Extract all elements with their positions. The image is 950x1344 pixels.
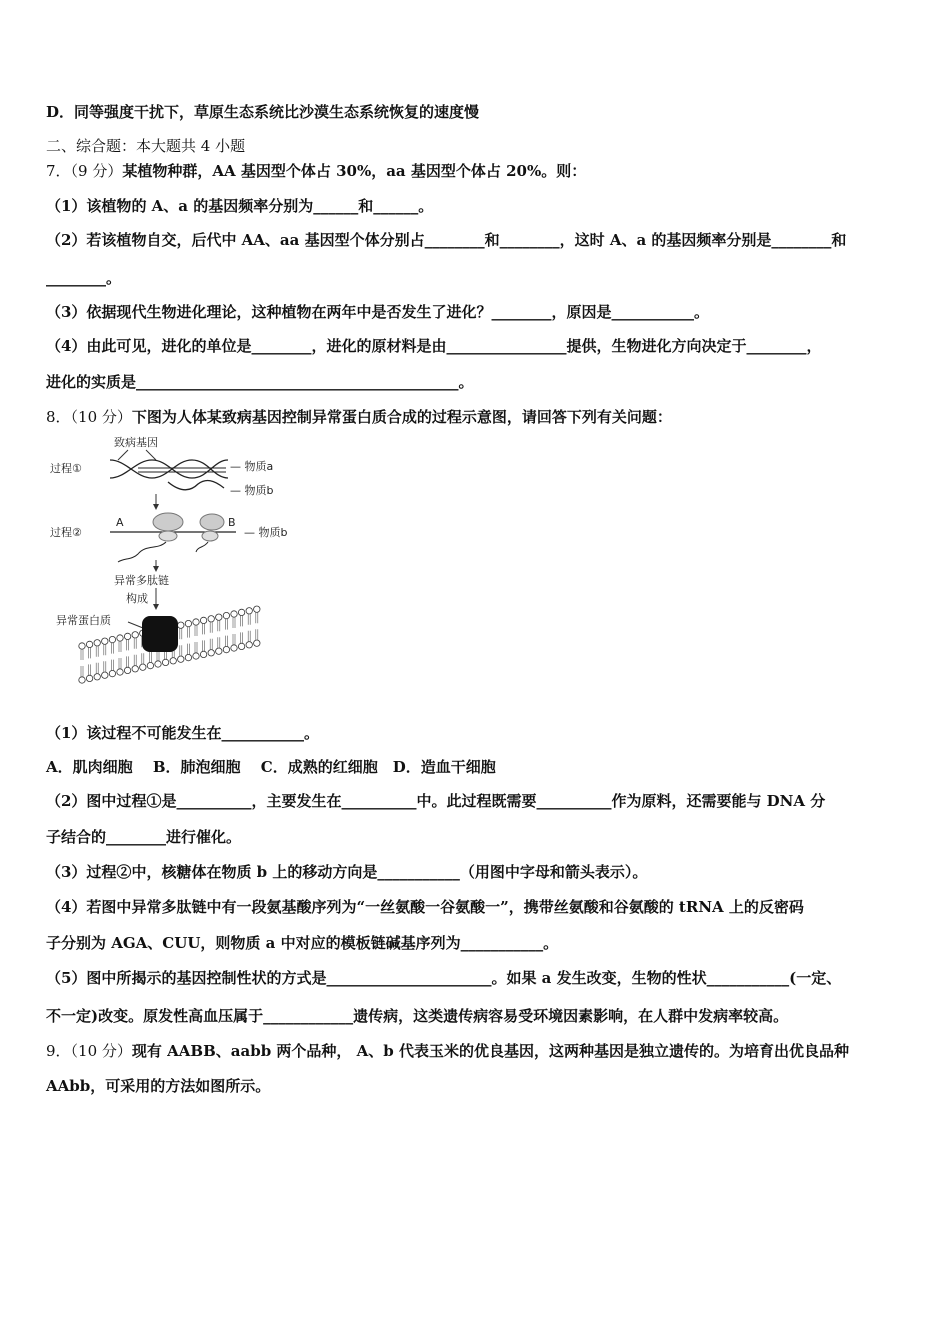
lipid-head [132, 666, 138, 672]
lipid-tail [225, 636, 227, 647]
lipid-head [170, 658, 176, 664]
ribosome-large-2 [200, 514, 224, 530]
q8-part1-options: A．肌肉细胞 B．肺泡细胞 C．成熟的红细胞 D．造血干细胞 [46, 758, 496, 776]
lipid-head [132, 632, 138, 638]
lipid-tail [142, 653, 144, 664]
lipid-head [238, 643, 244, 649]
lipid-tail [210, 639, 212, 650]
q8-part5: （5）图中所揭示的基因控制性状的方式是______________________。如果 a 发生改变，生物的性状___________(一定、 [46, 969, 842, 987]
q8-stem [46, 407, 672, 427]
lipid-tail [81, 666, 83, 677]
lipid-head [223, 612, 229, 618]
q7-stem-text: 某植物种群，AA 基因型个体占 30%，aa 基因型个体占 20%。则： [122, 162, 587, 180]
lipid-head [124, 633, 130, 639]
lipid-tail [119, 658, 121, 669]
q8-part3: （3）过程②中，核糖体在物质 b 上的移动方向是___________（用图中字母和箭头表示）。 [46, 863, 648, 881]
lipid-head [238, 609, 244, 615]
lipid-head [193, 619, 199, 625]
q9-stem-text: 现有 AABB、aabb 两个品种， A、b 代表玉米的优良基因，这两种基因是独立遗传的。为培育出优良品种 [131, 1042, 849, 1060]
ribosome-large-1 [153, 513, 183, 531]
lipid-head [200, 651, 206, 657]
q7-part4: （4）由此可见，进化的单位是________，进化的原材料是由________________提供，生物进化方向决定于________， [46, 337, 822, 355]
q7-part1: （1）该植物的 A、a 的基因频率分别为______和______。 [46, 197, 434, 215]
option-d: D．同等强度干扰下，草原生态系统比沙漠生态系统恢复的速度慢 [46, 103, 480, 121]
lipid-tail [180, 645, 182, 656]
lipid-head [109, 636, 115, 642]
q7-part3: （3）依据现代生物进化理论，这种植物在两年中是否发生了进化？________，原因是___________。 [46, 303, 709, 321]
lipid-tail [203, 640, 205, 651]
q8-part4-cont: 子分别为 AGA、CUU，则物质 a 中对应的模板链碱基序列为___________。 [46, 934, 559, 952]
q8-part2: （2）图中过程①是__________，主要发生在__________中。此过程既需要__________作为原料，还需要能与 DNA 分 [46, 792, 826, 810]
ribosome-small-1 [159, 531, 177, 541]
lipid-tail [127, 656, 129, 667]
lipid-tail [111, 660, 113, 671]
dna-strand-2 [110, 460, 228, 478]
lipid-head [86, 675, 92, 681]
section-heading: 二、综合题：本大题共 4 小题 [46, 137, 246, 155]
lipid-tail [233, 617, 235, 628]
q7-part2: （2）若该植物自交，后代中 AA、aa 基因型个体分别占________和________，这时 A、a 的基因频率分别是________和 [46, 231, 847, 249]
gene-expression-diagram [48, 432, 308, 704]
polypeptide-chain-1 [118, 542, 166, 562]
q8-number: 8．（10 分） [46, 408, 132, 426]
lipid-head [231, 645, 237, 651]
lipid-tail [96, 663, 98, 674]
lipid-head [86, 641, 92, 647]
q7-part4-cont: 进化的实质是___________________________________________。 [46, 373, 474, 391]
diagram-label-A: A [116, 516, 124, 529]
lipid-tail [104, 661, 106, 672]
diagram-substance-b1: — 物质b [230, 484, 274, 497]
lipid-head [231, 611, 237, 617]
diagram-process2-label: 过程② [50, 526, 82, 539]
diagram-process1-label: 过程① [50, 462, 82, 475]
q8-part2-cont: 子结合的________进行催化。 [46, 828, 242, 846]
lipid-tail [119, 641, 121, 652]
lipid-head [254, 606, 260, 612]
lipid-tail [187, 644, 189, 655]
diagram-substance-a: — 物质a [230, 460, 274, 473]
diagram-polypeptide-label: 异常多肽链 [114, 574, 169, 587]
lipid-head [102, 672, 108, 678]
lipid-tail [127, 639, 129, 650]
lipid-head [193, 653, 199, 659]
q9-number: 9．（10 分） [46, 1042, 132, 1060]
lipid-tail [210, 622, 212, 633]
lipid-head [178, 656, 184, 662]
lipid-tail [233, 634, 235, 645]
lipid-tail [187, 627, 189, 638]
lipid-head [94, 640, 100, 646]
q9-stem-cont: AAbb，可采用的方法如图所示。 [46, 1077, 271, 1095]
lipid-head [208, 650, 214, 656]
lipid-tail [218, 637, 220, 648]
lipid-tail [89, 664, 91, 675]
lipid-head [94, 674, 100, 680]
lipid-head [109, 670, 115, 676]
diagram-gene-label: 致病基因 [114, 436, 158, 449]
lipid-tail [203, 623, 205, 634]
lipid-head [216, 648, 222, 654]
lipid-tail [241, 632, 243, 643]
abnormal-protein-block [142, 616, 178, 652]
q7-part2-cont: ________。 [46, 269, 122, 287]
lipid-tail [218, 620, 220, 631]
lipid-head [185, 654, 191, 660]
q8-part4: （4）若图中异常多肽链中有一段氨基酸序列为“一丝氨酸一谷氨酸一”，携带丝氨酸和谷氨酸的 tRNA 上的反密码 [46, 898, 804, 916]
lipid-tail [81, 649, 83, 660]
lipid-tail [134, 638, 136, 649]
lipid-head [246, 642, 252, 648]
lipid-head [246, 608, 252, 614]
lipid-head [117, 669, 123, 675]
q8-stem-text: 下图为人体某致病基因控制异常蛋白质合成的过程示意图，请回答下列有关问题： [131, 408, 672, 426]
lipid-tail [195, 642, 197, 653]
lipid-tail [96, 646, 98, 657]
diagram-substance-b2: — 物质b [244, 526, 288, 539]
lipid-tail [104, 644, 106, 655]
lipid-head [79, 677, 85, 683]
q7-number: 7．（9 分） [46, 162, 123, 180]
lipid-head [147, 662, 153, 668]
lipid-head [254, 640, 260, 646]
polypeptide-chain-2 [196, 542, 208, 552]
lipid-tail [195, 625, 197, 636]
q8-part1: （1）该过程不可能发生在___________。 [46, 724, 319, 742]
lipid-head [140, 664, 146, 670]
q9-stem [46, 1041, 849, 1061]
lipid-head [223, 646, 229, 652]
lipid-head [124, 667, 130, 673]
lipid-head [185, 620, 191, 626]
lipid-head [208, 616, 214, 622]
lipid-head [117, 635, 123, 641]
mrna-strand [168, 481, 224, 490]
lipid-tail [180, 628, 182, 639]
lipid-head [79, 643, 85, 649]
lipid-tail [111, 643, 113, 654]
lipid-tail [225, 619, 227, 630]
lipid-tail [149, 652, 151, 663]
lipid-tail [248, 631, 250, 642]
q7-stem [46, 161, 586, 181]
q8-part5-cont: 不一定)改变。原发性高血压属于____________遗传病，这类遗传病容易受环境因素影响，在人群中发病率较高。 [46, 1007, 789, 1025]
lipid-tail [241, 615, 243, 626]
lipid-head [216, 614, 222, 620]
lipid-head [102, 638, 108, 644]
lipid-tail [256, 629, 258, 640]
lipid-head [162, 659, 168, 665]
diagram-constitutes-label: 构成 [126, 592, 148, 605]
lipid-head [178, 622, 184, 628]
diagram-protein-label: 异常蛋白质 [56, 614, 111, 627]
lipid-tail [89, 647, 91, 658]
lipid-tail [248, 614, 250, 625]
ribosome-small-2 [202, 531, 218, 541]
lipid-tail [256, 612, 258, 623]
lipid-head [155, 661, 161, 667]
lipid-tail [134, 655, 136, 666]
diagram-label-B: B [228, 516, 236, 529]
lipid-head [200, 617, 206, 623]
